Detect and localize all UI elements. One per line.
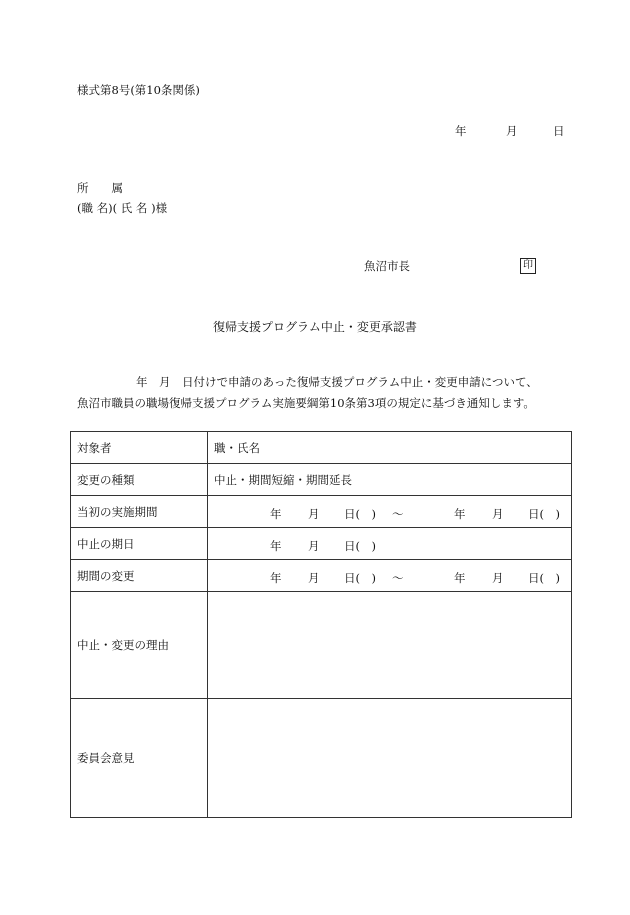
stop-day-label: 日( ): [344, 539, 376, 553]
row-value-change-type[interactable]: 中止・期間短縮・期間延長: [208, 464, 572, 496]
start-month-label: 月: [308, 571, 320, 585]
table-row-reason: [71, 592, 572, 699]
issuer-title: 魚沼市長: [364, 259, 410, 273]
approval-form-table: [70, 431, 572, 818]
date-day-label: 日: [553, 124, 565, 138]
recipient-name-line: (職 名)( 氏 名 )様: [77, 201, 168, 215]
form-number: 様式第8号(第10条関係): [77, 83, 200, 97]
range-separator: ～: [392, 571, 404, 585]
row-value-subject[interactable]: 職・氏名: [208, 432, 572, 464]
row-label-stop-date: 中止の期日: [71, 528, 208, 560]
start-month-label: 月: [308, 507, 320, 521]
start-year-label: 年: [270, 507, 282, 521]
body-text-line-1: 年 月 日付けで申請のあった復帰支援プログラム中止・変更申請について、: [136, 375, 538, 389]
table-row-committee-opinion: [71, 699, 572, 818]
body-text-line-2: 魚沼市職員の職場復帰支援プログラム実施要綱第10条第3項の規定に基づき通知します。: [77, 396, 535, 410]
table-row-change-type: [71, 464, 572, 496]
stop-month-label: 月: [308, 539, 320, 553]
row-value-stop-date[interactable]: [208, 528, 572, 560]
start-day-label: 日( ): [344, 571, 376, 585]
stop-year-label: 年: [270, 539, 282, 553]
end-day-label: 日( ): [528, 507, 560, 521]
end-year-label: 年: [454, 571, 466, 585]
start-year-label: 年: [270, 571, 282, 585]
row-value-original-period[interactable]: [208, 496, 572, 528]
end-day-label: 日( ): [528, 571, 560, 585]
row-label-committee-opinion: 委員会意見: [71, 699, 208, 818]
table-row-subject: [71, 432, 572, 464]
table-row-period-change: [71, 560, 572, 592]
row-label-subject: 対象者: [71, 432, 208, 464]
date-month-label: 月: [506, 124, 518, 138]
end-month-label: 月: [492, 507, 504, 521]
row-value-period-change[interactable]: [208, 560, 572, 592]
row-value-reason[interactable]: [208, 592, 572, 699]
document-title: 復帰支援プログラム中止・変更承認書: [213, 320, 417, 334]
row-value-committee-opinion[interactable]: [208, 699, 572, 818]
seal-mark: 印: [520, 258, 536, 274]
table-row-original-period: [71, 496, 572, 528]
date-year-label: 年: [455, 124, 467, 138]
range-separator: ～: [392, 507, 404, 521]
row-label-period-change: 期間の変更: [71, 560, 208, 592]
row-label-change-type: 変更の種類: [71, 464, 208, 496]
end-year-label: 年: [454, 507, 466, 521]
recipient-affiliation: 所 属: [77, 181, 123, 195]
row-label-original-period: 当初の実施期間: [71, 496, 208, 528]
table-row-stop-date: [71, 528, 572, 560]
row-label-reason: 中止・変更の理由: [71, 592, 208, 699]
start-day-label: 日( ): [344, 507, 376, 521]
end-month-label: 月: [492, 571, 504, 585]
